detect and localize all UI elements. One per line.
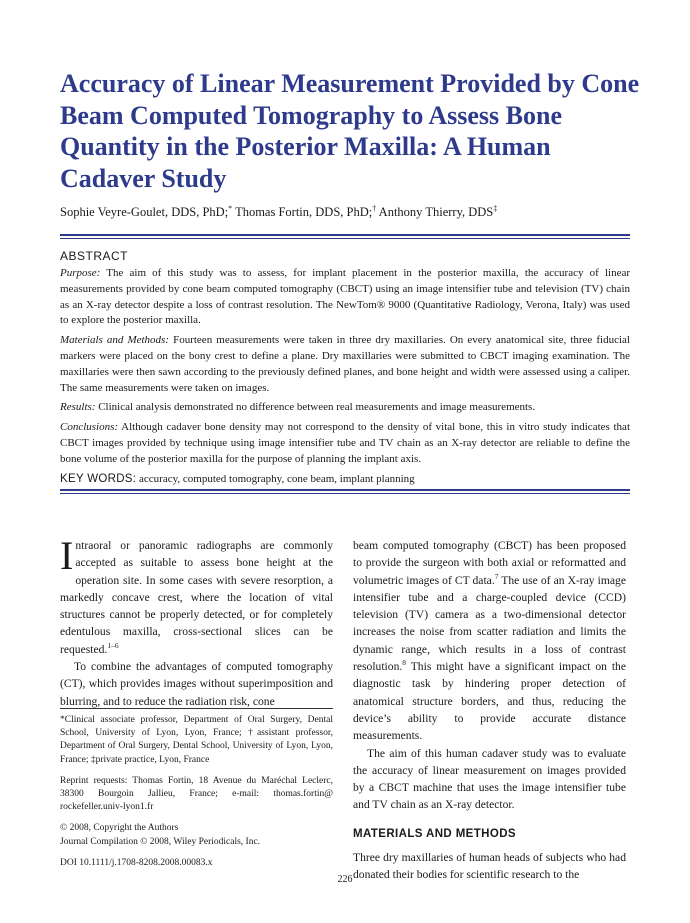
keywords: KEY WORDS: accuracy, computed tomography, cone beam, implant planning (60, 472, 415, 485)
abstract-methods: Materials and Methods: Fourteen measurements were taken in three dry maxillaries. On every anatomical site, three fiducial markers were placed on the bony crest to define a plane. Dry maxillaries were submitted to CBCT imaging examination. The maxillaries were then sawn according to the previously defined planes, and bone height and width were assessed using a caliper. The same measurements were taken on images. (60, 334, 630, 394)
author-3: Anthony Thierry, DDS (376, 205, 494, 219)
section-heading-methods: MATERIALS AND METHODS (353, 827, 517, 840)
abstract-body (60, 266, 630, 491)
footnote-doi: DOI 10.1111/j.1708-8208.2008.00083.x (60, 857, 213, 868)
citation: 7 (494, 571, 499, 581)
page-number: 226 (337, 874, 353, 885)
bottom-divider (60, 489, 630, 491)
footnote-reprint: Reprint requests: Thomas Fortin, 18 Avenue du Maréchal Leclerc, 38300 Bourgoin Jallieu, France; e-mail: thomas.fortin@ rockefeller.univ-lyon1.fr (60, 775, 333, 813)
results-label: Results: (60, 401, 96, 414)
abstract-conclusions: Conclusions: Although cadaver bone density may not correspond to the density of vital bone, this in vitro study indicates that CBCT images provided by technique using image intensifier tube and TV chain as an X-ray detector are reliable to define the bone volume of the posterior maxilla for the purpose of planning the implant axis. (60, 421, 630, 465)
author-2-mark: † (372, 203, 377, 213)
footnotes (60, 714, 333, 878)
intro-paragraph-2: To combine the advantages of computed tomography (CT), which provides images without superimposition and blurring, and to reduce the radiation risk, cone (60, 660, 333, 708)
footnote-divider (60, 708, 333, 709)
citation: 1–6 (107, 640, 119, 650)
methods-label: Materials and Methods: (60, 334, 169, 347)
citation: 8 (402, 658, 407, 668)
footnote-copyright: © 2008, Copyright the Authors Journal Compilation © 2008, Wiley Periodicals, Inc. (60, 823, 261, 847)
article-title: Accuracy of Linear Measurement Provided by Cone Beam Computed Tomography to Assess Bone Quantity in the Posterior Maxilla: A Human Cadaver Study (60, 69, 640, 193)
intro-paragraph-1: Intraoral or panoramic radiographs are commonly accepted as suitable to assess bone height at the operation site. In some cases with severe resorption, a markedly concave crest, where the location of vital structures cannot be properly detected, or for completely edentulous maxilla, cross-sectional slices can be requested.$^{1-6}$ (60, 533, 333, 656)
body-paragraph-2: The aim of this human cadaver study was to evaluate the accuracy of linear measurement on images provided by a CBCT machine that uses the image intensifier tube and TV chain as an X-ray detector. (353, 746, 626, 812)
abstract-purpose: Purpose: The aim of this study was to assess, for implant placement in the posterior maxilla, the accuracy of linear measurements provided by cone beam computed tomography (CBCT) using an image intensifier tube and television (TV) chain as an X-ray detector despite a loss of contrast resolution. The NewTom® 9000 (Quantitative Radiology, Verona, Italy) was used to explore the posterior maxilla. (60, 267, 630, 327)
footnote-affiliations: *Clinical associate professor, Department of Oral Surgery, Dental School, University of Lyon, Lyon, France; †assistant professor, Department of Oral Surgery, Dental School, University of Lyon, Lyon, France; ‡private practice, Lyon, France (60, 715, 333, 765)
author-1-mark: * (228, 203, 233, 213)
body-paragraph-3: Three dry maxillaries of human heads of subjects who had donated their bodies for scientific research to the (353, 851, 626, 882)
bottom-divider-thin (60, 493, 630, 494)
purpose-label: Purpose: (60, 267, 101, 279)
drop-cap: I (60, 533, 74, 578)
keywords-label: KEY WORDS: (60, 472, 137, 485)
author-list (60, 204, 650, 220)
top-divider-thin (60, 238, 630, 239)
right-column (353, 537, 626, 884)
author-2: Thomas Fortin, DDS, PhD; (232, 205, 373, 219)
conclusions-label: Conclusions: (60, 421, 119, 434)
abstract-heading: ABSTRACT (60, 249, 129, 263)
top-divider (60, 234, 630, 236)
body-paragraph-1: beam computed tomography (CBCT) has been proposed to provide the surgeon with both axial or reformatted and volumetric images of CT data.$^7$ The use of an X-ray image intensifier tube and a charge-coupled device (CCD) television (TV) camera as a two-dimensional detector increases the noise from scatter radiation and limits the dynamic range, which results in a loss of contrast resolution.$^8$ This might have a significant impact on the diagnostic task by hindering proper detection of anatomical structure borders, and thus, reducing the device’s ability to provide accurate distance measurements. (353, 539, 626, 743)
author-1: Sophie Veyre-Goulet, DDS, PhD; (60, 205, 229, 219)
author-3-mark: ‡ (493, 203, 498, 213)
left-column (60, 533, 333, 710)
abstract-results: Results: Clinical analysis demonstrated no difference between real measurements and image measurements. (60, 401, 536, 414)
